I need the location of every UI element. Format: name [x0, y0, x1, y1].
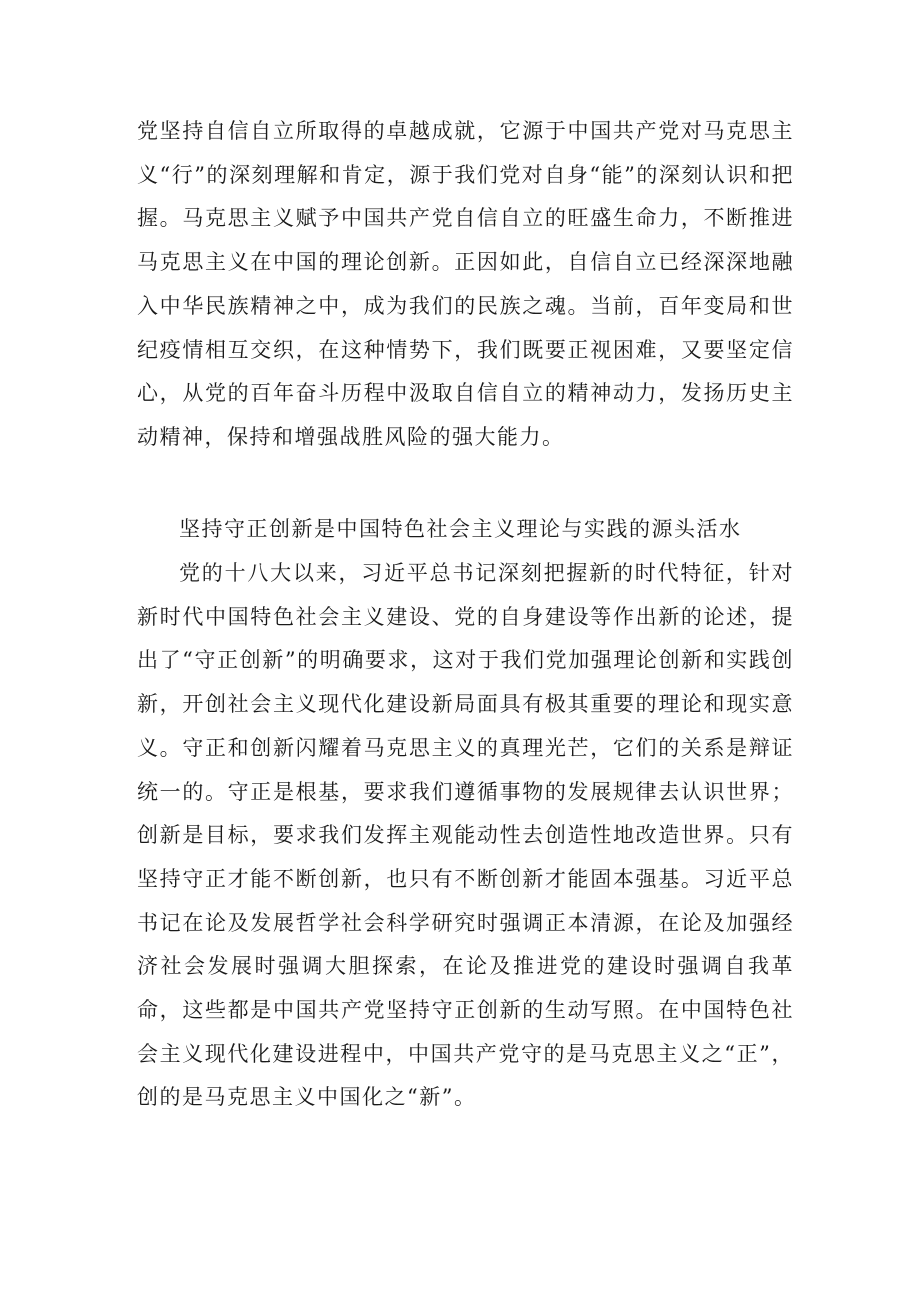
- paragraph-block-2: [137, 552, 794, 1120]
- section-heading: 坚持守正创新是中国特色社会主义理论与实践的源头活水: [179, 517, 742, 541]
- section-heading-block: [137, 508, 794, 552]
- paragraph-block-1: [137, 110, 794, 460]
- paragraph-1: 党坚持自信自立所取得的卓越成就，它源于中国共产党对马克思主义“行”的深刻理解和肯定，源于我们党对自身“能”的深刻认识和把握。马克思主义赋予中国共产党自信自立的旺盛生命力，不断推进马克思主义在中国的理论创新。正因如此，自信自立已经深深地融入中华民族精神之中，成为我们的民族之魂。当前，百年变局和世纪疫情相互交织，在这种情势下，我们既要正视困难，又要坚定信心，从党的百年奋斗历程中汲取自信自立的精神动力，发扬历史主动精神，保持和增强战胜风险的强大能力。: [137, 119, 794, 449]
- paragraph-2: 党的十八大以来，习近平总书记深刻把握新的时代特征，针对新时代中国特色社会主义建设、党的自身建设等作出新的论述，提出了“守正创新”的明确要求，这对于我们党加强理论创新和实践创新，开创社会主义现代化建设新局面具有极其重要的理论和现实意义。守正和创新闪耀着马克思主义的真理光芒，它们的关系是辩证统一的。守正是根基，要求我们遵循事物的发展规律去认识世界；创新是目标，要求我们发挥主观能动性去创造性地改造世界。只有坚持守正才能不断创新，也只有不断创新才能固本强基。习近平总书记在论及发展哲学社会科学研究时强调正本清源，在论及加强经济社会发展时强调大胆探索，在论及推进党的建设时强调自我革命，这些都是中国共产党坚持守正创新的生动写照。在中国特色社会主义现代化建设进程中，中国共产党守的是马克思主义之“正”，创的是马克思主义中国化之“新”。: [137, 561, 794, 1110]
